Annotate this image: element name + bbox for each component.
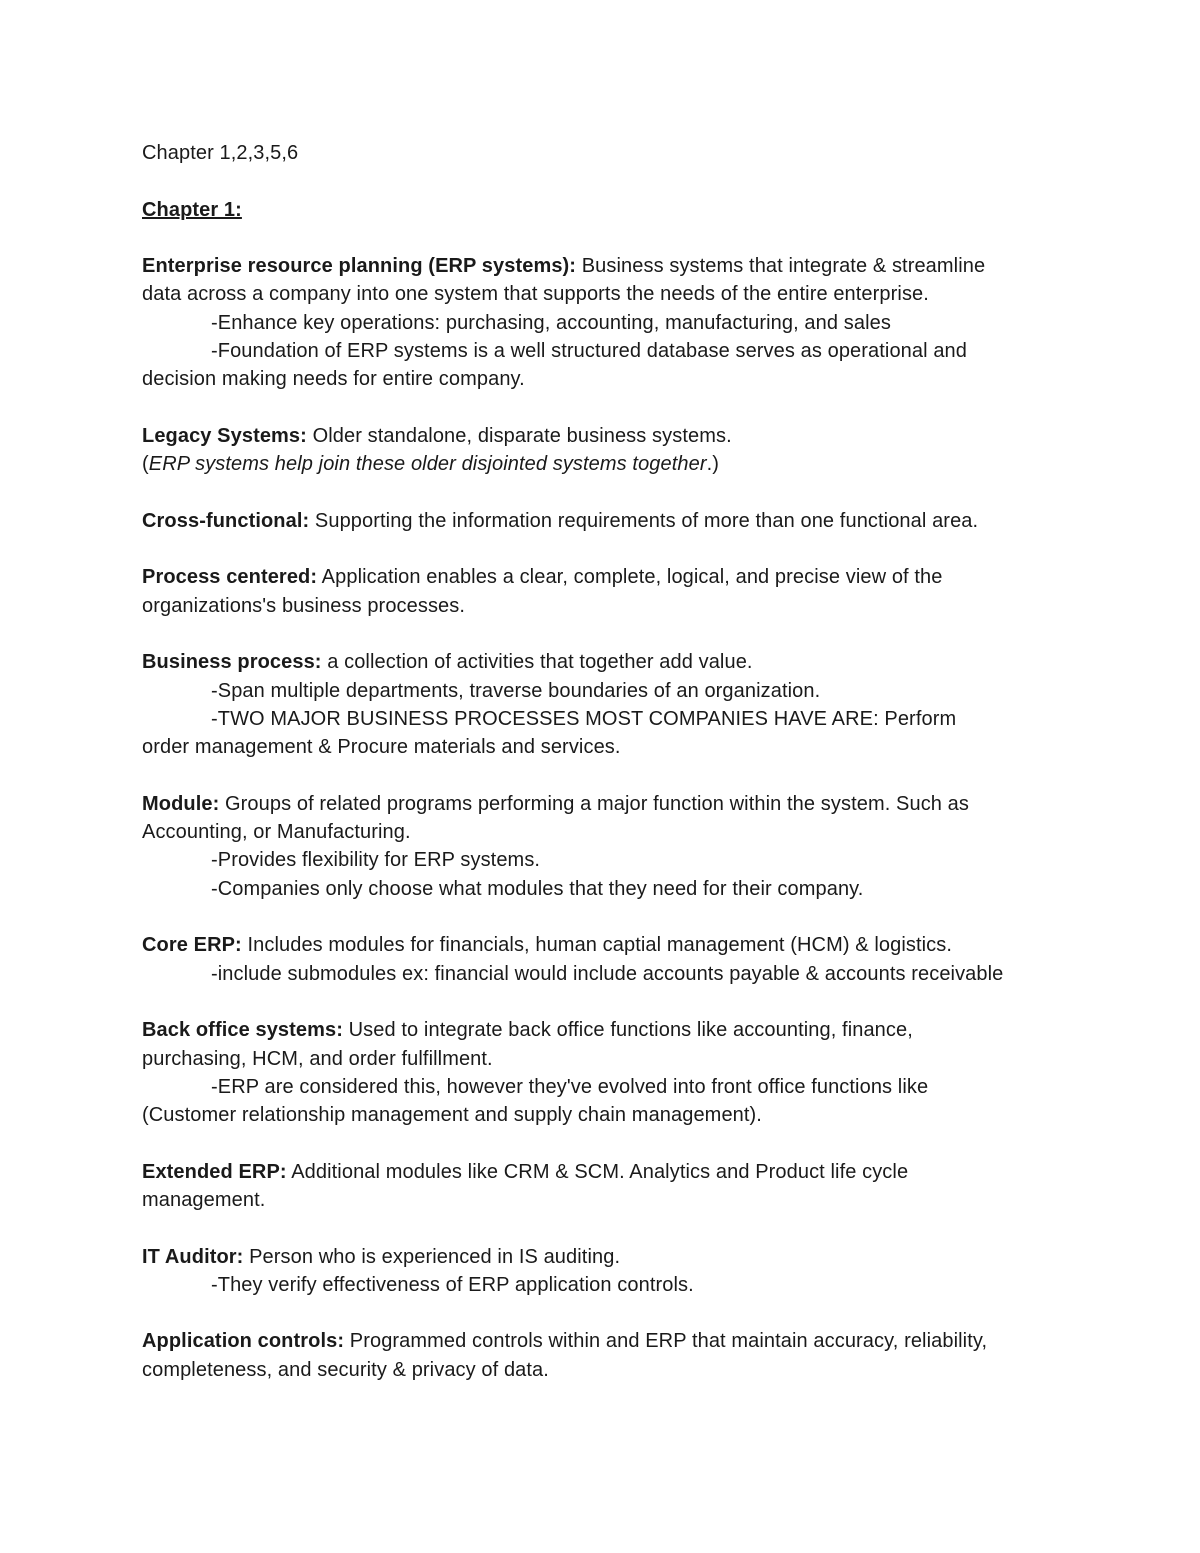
legacy-def: Older standalone, disparate business systems. [306,424,732,447]
app-controls-term: Application controls: [142,1330,345,1353]
module-def-line2: Accounting, or Manufacturing. [142,821,411,844]
app-controls-def-line1: Programmed controls within and ERP that maintain accuracy, reliability, [344,1330,988,1353]
module-term: Module: [142,792,220,815]
it-auditor-def: Person who is experienced in IS auditing. [243,1245,621,1268]
extended-erp-def-line1: Additional modules like CRM & SCM. Analytics and Product life cycle [286,1160,909,1183]
app-controls-definition [142,1327,1072,1355]
business-process-bullet-2: -TWO MAJOR BUSINESS PROCESSES MOST COMPANIES HAVE ARE: Perform [211,707,957,730]
cross-functional-term: Cross-functional: [142,509,310,532]
back-office-term: Back office systems: [142,1019,343,1042]
back-office-def-line2: purchasing, HCM, and order fulfillment. [142,1047,493,1070]
extended-erp-term: Extended ERP: [142,1160,287,1183]
business-process-term: Business process: [142,651,322,674]
erp-definition [142,252,1072,280]
process-centered-def-line2: organizations's business processes. [142,594,466,617]
back-office-def-line1: Used to integrate back office functions like accounting, finance, [342,1019,913,1042]
back-office-bullet-1: -ERP are considered this, however they've evolved into front office functions like [211,1075,929,1098]
document-body [142,139,1072,1384]
extended-erp-def-line2: management. [142,1188,266,1211]
business-process-def: a collection of activities that together add value. [321,651,753,674]
it-auditor-definition [142,1243,1072,1271]
core-erp-term: Core ERP: [142,934,242,957]
legacy-term: Legacy Systems: [142,424,307,447]
chapter-heading: Chapter 1: [142,198,242,221]
erp-def-line1: Business systems that integrate & streamline [576,255,986,278]
business-process-bullet-2-cont: order management & Procure materials and services. [142,736,621,759]
process-centered-term: Process centered: [142,566,318,589]
back-office-bullet-1-cont: (Customer relationship management and supply chain management). [142,1104,762,1127]
erp-def-line2: data across a company into one system that supports the needs of the entire enterprise. [142,283,929,306]
legacy-note: (ERP systems help join these older disjointed systems together.) [142,453,720,476]
document-title: Chapter 1,2,3,5,6 [142,142,299,164]
process-centered-definition [142,563,1072,591]
it-auditor-bullet-1: -They verify effectiveness of ERP application controls. [211,1273,694,1296]
cross-functional-definition [142,507,1072,535]
core-erp-def: Includes modules for financials, human captial management (HCM) & logistics. [241,934,953,957]
business-process-definition [142,648,1072,676]
module-bullet-2: -Companies only choose what modules that they need for their company. [211,877,864,900]
app-controls-def-line2: completeness, and security & privacy of data. [142,1358,549,1381]
process-centered-def-line1: Application enables a clear, complete, logical, and precise view of the [317,566,943,589]
erp-bullet-2: -Foundation of ERP systems is a well structured database serves as operational and [211,340,968,363]
cross-functional-def: Supporting the information requirements of more than one functional area. [309,509,979,532]
core-erp-bullet-1: -include submodules ex: financial would include accounts payable & accounts receivable [211,962,1004,985]
business-process-bullet-1: -Span multiple departments, traverse boundaries of an organization. [211,679,821,702]
core-erp-definition [142,931,1072,959]
module-bullet-1: -Provides flexibility for ERP systems. [211,849,541,872]
legacy-definition [142,422,1072,450]
back-office-definition [142,1016,1072,1044]
module-def-line1: Groups of related programs performing a major function within the system. Such as [219,792,970,815]
legacy-note-text: ERP systems help join these older disjointed systems together [148,453,707,476]
extended-erp-definition [142,1158,1072,1186]
erp-bullet-1: -Enhance key operations: purchasing, accounting, manufacturing, and sales [211,311,891,334]
it-auditor-term: IT Auditor: [142,1245,244,1268]
erp-bullet-2-cont: decision making needs for entire company. [142,368,525,391]
erp-term: Enterprise resource planning (ERP systems): [142,255,577,278]
module-definition [142,790,1072,818]
